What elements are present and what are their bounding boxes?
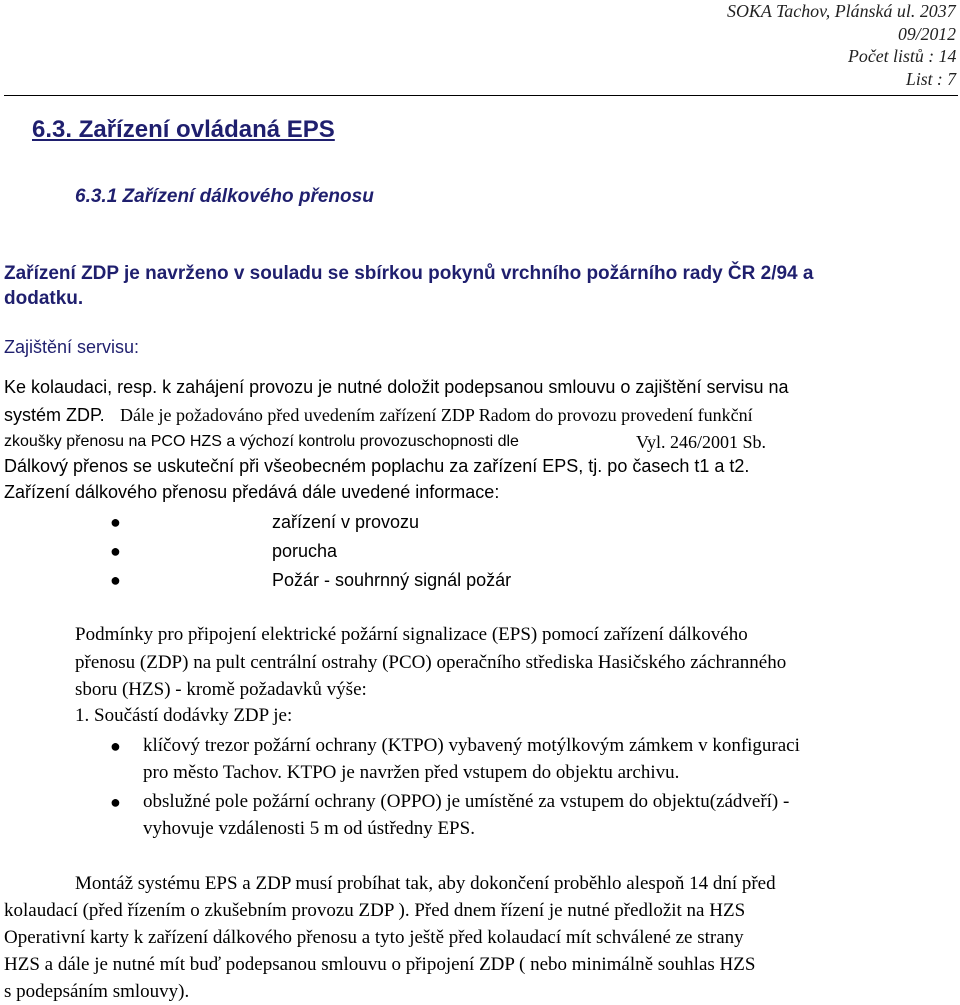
bullet-icon: ● [110,736,121,756]
conditions-line-2: přenosu (ZDP) na pult centrální ostrahy (PCO) operačního střediska Hasičského záchranného [75,652,787,673]
delivery-item-2-line-2: vyhovuje vzdálenosti 5 m od ústředny EPS. [143,818,475,839]
intro-line-1: Zařízení ZDP je navrženo v souladu se sbírkou pokynů vrchního požárního rady ČR 2/94 a [4,263,814,284]
service-line-3b: Vyl. 246/2001 Sb. [636,432,767,452]
subsection-title: 6.3.1 Zařízení dálkového přenosu [75,186,374,207]
final-line-5: s podepsáním smlouvy). [4,981,190,1002]
header-sheet-count: Počet listů : 14 [847,46,957,66]
conditions-line-1: Podmínky pro připojení elektrické požární signalizace (EPS) pomocí zařízení dálkového [75,624,748,645]
header-address: SOKA Tachov, Plánská ul. 2037 [727,1,956,21]
service-line-3a: zkoušky přenosu na PCO HZS a výchozí kontrolu provozuschopnosti dle [4,433,519,450]
bullet-icon: ● [110,570,121,590]
service-line-1: Ke kolaudaci, resp. k zahájení provozu je nutné doložit podepsanou smlouvu o zajištění servisu na [4,377,789,397]
service-line-2a: systém ZDP. [4,405,105,425]
service-line-4: Dálkový přenos se uskuteční při všeobecném poplachu za zařízení EPS, tj. po časech t1 a t2. [4,456,750,476]
conditions-line-3: sboru (HZS) - kromě požadavků výše: [75,679,367,700]
final-line-3: Operativní karty k zařízení dálkového přenosu a tyto ještě před kolaudací mít schválené ze strany [4,927,744,948]
section-title: 6.3. Zařízení ovládaná EPS [32,116,335,143]
bullet-icon: ● [110,541,121,561]
delivery-item-1-line-2: pro město Tachov. KTPO je navržen před vstupem do objektu archivu. [143,762,680,783]
delivery-item-1-line-1: klíčový trezor požární ochrany (KTPO) vybavený motýlkovým zámkem v konfiguraci [143,735,800,756]
bullet-icon: ● [110,512,121,532]
final-line-1: Montáž systému EPS a ZDP musí probíhat tak, aby dokončení proběhlo alespoň 14 dní před [75,873,776,894]
service-label: Zajištění servisu: [4,337,140,357]
header-rule [4,95,958,96]
conditions-line-4: 1. Součástí dodávky ZDP je: [75,705,293,726]
final-line-2: kolaudací (před řízením o zkušebním provozu ZDP ). Před dnem řízení je nutné předložit na HZS [4,900,746,921]
service-line-5: Zařízení dálkového přenosu předává dále uvedené informace: [4,482,500,502]
delivery-item-2-line-1: obslužné pole požární ochrany (OPPO) je umístěné za vstupem do objektu(zádveří) - [143,791,790,812]
info-item-3: Požár - souhrnný signál požár [272,570,512,590]
intro-line-2: dodatku. [4,288,84,309]
service-line-2b: Dále je požadováno před uvedením zařízení ZDP Radom do provozu provedení funkční [120,405,753,425]
info-item-1: zařízení v provozu [272,512,420,532]
final-line-4: HZS a dále je nutné mít buď podepsanou smlouvu o připojení ZDP ( nebo minimálně souhlas HZS [4,954,756,975]
bullet-icon: ● [110,792,121,812]
header-date: 09/2012 [897,24,957,44]
header-sheet-number: List : 7 [905,69,957,89]
info-item-2: porucha [272,541,338,561]
